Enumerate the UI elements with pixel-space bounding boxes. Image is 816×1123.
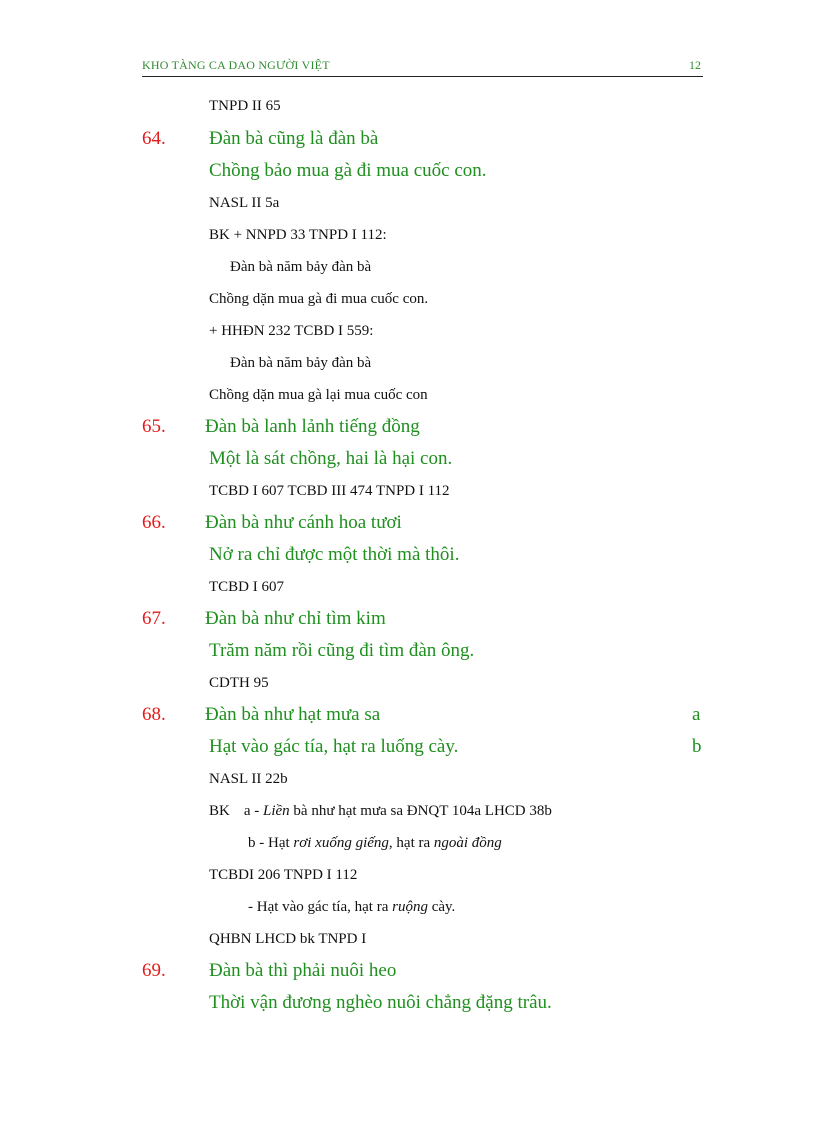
verse-number-67: 67. [142, 608, 166, 629]
variant-a-prefix: a - [243, 803, 263, 819]
variant-a-italic: Liền [263, 803, 290, 819]
verse-64-line-2: Chồng bảo mua gà đi mua cuốc con. [209, 160, 487, 181]
variant-a-rest: bà như hạt mưa sa ĐNQT 104a LHCD 38b [289, 803, 552, 819]
source-note: QHBN LHCD bk TNPD I [209, 931, 367, 947]
verse-69-line-1: Đàn bà thì phải nuôi heo [209, 960, 397, 981]
variant-b-prefix: b - Hạt [248, 835, 294, 851]
variant-c-post: cày. [427, 899, 456, 915]
variant-line: Đàn bà năm bảy đàn bà [230, 355, 372, 371]
verse-67-line-2: Trăm năm rồi cũng đi tìm đàn ông. [209, 640, 475, 661]
variant-note-b [248, 835, 502, 852]
source-note: + HHĐN 232 TCBD I 559: [209, 323, 374, 339]
verse-65-line-2: Một là sát chồng, hai là hại con. [209, 448, 453, 469]
variant-b-italic-1: rơi xuống giếng [293, 835, 389, 851]
variant-note-c [248, 899, 455, 916]
source-note: BK + NNPD 33 TNPD I 112: [209, 227, 387, 243]
verse-number-64: 64. [142, 128, 166, 149]
variant-line: Chồng dặn mua gà đi mua cuốc con. [209, 291, 429, 307]
margin-mark-a: a [692, 704, 701, 725]
source-note: NASL II 5a [209, 195, 280, 211]
variant-line: Chồng dặn mua gà lại mua cuốc con [209, 387, 428, 403]
variant-b-italic-2: ngoài đồng [433, 835, 502, 851]
source-note: CDTH 95 [209, 675, 269, 691]
source-note: NASL II 22b [209, 771, 288, 787]
variant-c-prefix: - Hạt vào gác tía, hạt ra [248, 899, 393, 915]
variant-c-italic: ruộng [392, 899, 428, 915]
verse-66-line-1: Đàn bà như cánh hoa tươi [205, 512, 402, 533]
page-number: 12 [689, 58, 701, 72]
variant-b-mid: , hạt ra [388, 835, 434, 851]
verse-64-line-1: Đàn bà cũng là đàn bà [209, 128, 379, 149]
verse-66-line-2: Nở ra chỉ được một thời mà thôi. [209, 544, 460, 565]
verse-number-65: 65. [142, 416, 166, 437]
verse-68-line-2: Hạt vào gác tía, hạt ra luống cày. [209, 736, 459, 757]
running-header [142, 56, 703, 77]
margin-mark-b: b [692, 736, 702, 757]
book-title: KHO TÀNG CA DAO NGƯỜI VIỆT [142, 58, 330, 72]
bk-label: BK [209, 803, 230, 819]
source-note: TCBDI 206 TNPD I 112 [209, 867, 358, 883]
verse-69-line-2: Thời vận đương nghèo nuôi chẳng đặng trâu. [209, 992, 552, 1013]
verse-65-line-1: Đàn bà lanh lảnh tiếng đồng [205, 416, 420, 437]
verse-number-68: 68. [142, 704, 166, 725]
source-note: TCBD I 607 TCBD III 474 TNPD I 112 [209, 483, 450, 499]
source-note: TNPD II 65 [209, 98, 281, 114]
verse-number-66: 66. [142, 512, 166, 533]
verse-number-69: 69. [142, 960, 166, 981]
verse-68-line-1: Đàn bà như hạt mưa sa [205, 704, 381, 725]
variant-line: Đàn bà năm bảy đàn bà [230, 259, 372, 275]
variant-note-a [209, 803, 552, 820]
source-note: TCBD I 607 [209, 579, 284, 595]
verse-67-line-1: Đàn bà như chỉ tìm kim [205, 608, 386, 629]
